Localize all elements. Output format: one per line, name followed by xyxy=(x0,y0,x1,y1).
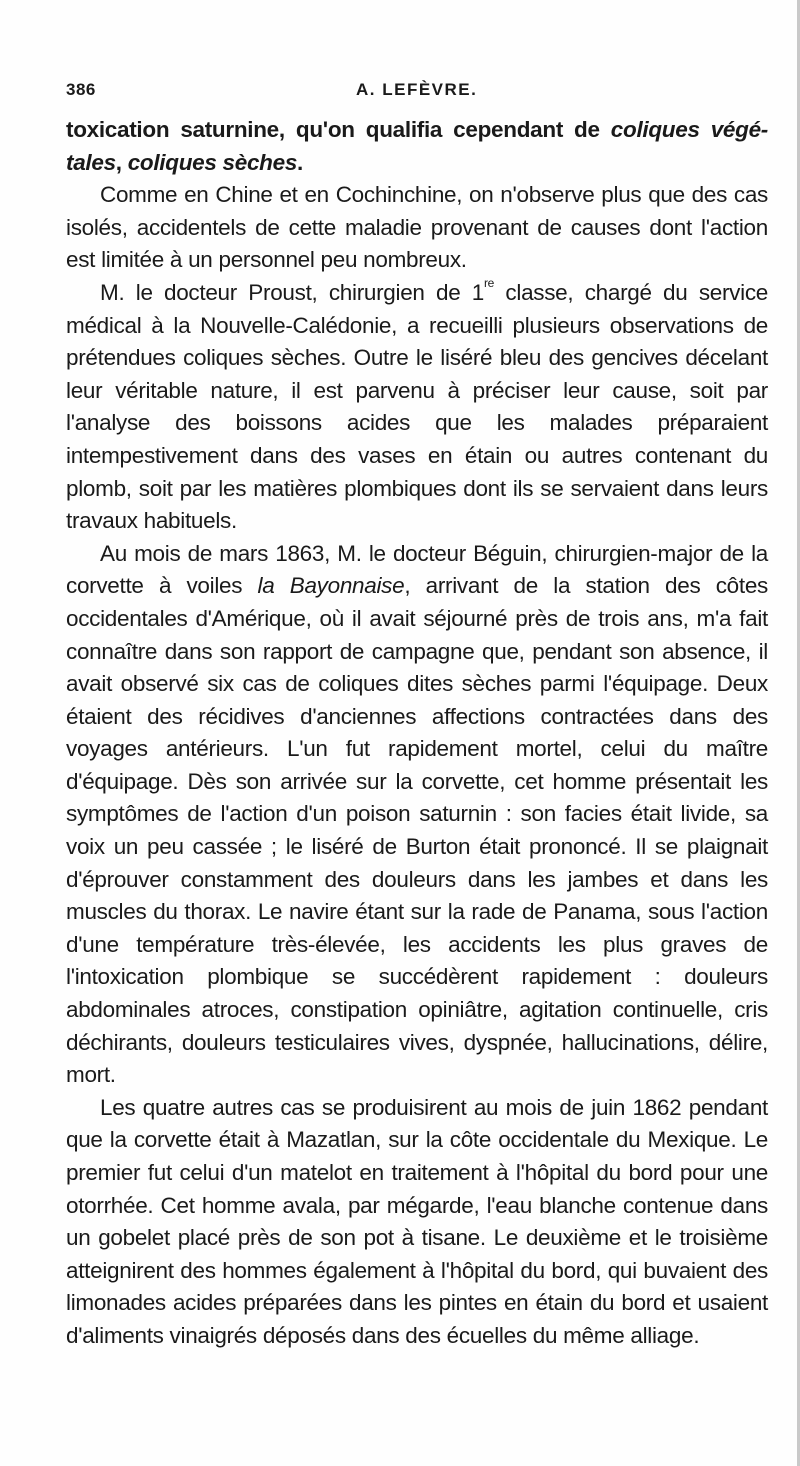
running-head-author: A. LEFÈVRE. xyxy=(356,80,478,99)
page-number: 386 xyxy=(66,80,96,99)
paragraph-1-continuation xyxy=(66,114,768,179)
text-span: M. le docteur Proust, chirurgien de 1 xyxy=(100,279,484,305)
paragraph-2: Comme en Chine et en Cochinchine, on n'observe plus que des cas isolés, accidentels de cette maladie provenant de causes dont l'action est limitée à un personnel peu nombreux. xyxy=(66,182,768,273)
text-span: Au mois de mars 1863, M. le docteur Béguin, chirurgien-major de la corvette à voiles xyxy=(66,540,768,599)
text-span: classe, chargé du service médical à la Nouvelle-Calédonie, a recueilli plusieurs observations de prétendues coliques sèches. Outre le liséré bleu des gencives décelant leur véritable nature, il est parvenu à préciser leur cause, soit par l'analyse des boissons acides que les malades préparaient intempestivement dans des vases en étain ou autres contenant du plomb, soit par les matières plombiques dont ils se servaient dans leurs travaux habituels. xyxy=(66,279,768,534)
text-span: , xyxy=(115,149,128,175)
italic-term: coliques sèches xyxy=(127,149,298,175)
superscript: re xyxy=(483,275,495,290)
italic-term: coliques végé-tales xyxy=(66,117,768,175)
paragraph-5: Les quatre autres cas se produisirent au mois de juin 1862 pendant que la corvette était à Mazatlan, sur la côte occidentale du Mexique. Le premier fut celui d'un matelot en traitement à l'hôpital du bord pour une otorrhée. Cet homme avala, par mégarde, l'eau blanche contenue dans un gobelet placé près de son pot à tisane. Le deuxième et le troisième atteignirent des hommes également à l'hôpital du bord, qui buvaient des limonades acides préparées dans les pintes en étain du bord et usaient d'aliments vinaigrés déposés dans des écuelles du même alliage. xyxy=(66,1094,768,1348)
text-span: toxication saturnine, qu'on qualifia cependant de xyxy=(66,117,611,142)
ship-name: la Bayonnaise xyxy=(257,573,405,599)
page-header xyxy=(66,74,766,104)
paragraph-4 xyxy=(66,538,768,1092)
body-text xyxy=(66,114,768,1353)
text-span: . xyxy=(297,149,303,175)
text-span: , arrivant de la station des côtes occidentales d'Amérique, où il avait séjourné près de trois ans, m'a fait connaître dans son rapport de campagne que, pendant son absence, il avait observé six cas de coliques dites sèches parmi l'équipage. Deux étaient des récidives d'anciennes affections contractées dans des voyages antérieurs. L'un fut rapidement mortel, celui du maître d'équipage. Dès son arrivée sur la corvette, cet homme présentait les symptômes de l'action d'un poison saturnin : son facies était livide, sa voix un peu cassée ; le liséré de Burton était prononcé. Il se plaignait d'éprouver constamment des douleurs dans les jambes et dans les muscles du thorax. Le navire étant sur la rade de Panama, sous l'action d'une température très-élevée, les accidents les plus graves de l'intoxication plombique se succédèrent rapidement : douleurs abdominales atroces, constipation opiniâtre, agitation continuelle, cris déchirants, douleurs testiculaires vives, dyspnée, hallucinations, délire, mort. xyxy=(66,573,768,1088)
paragraph-3 xyxy=(66,277,768,538)
